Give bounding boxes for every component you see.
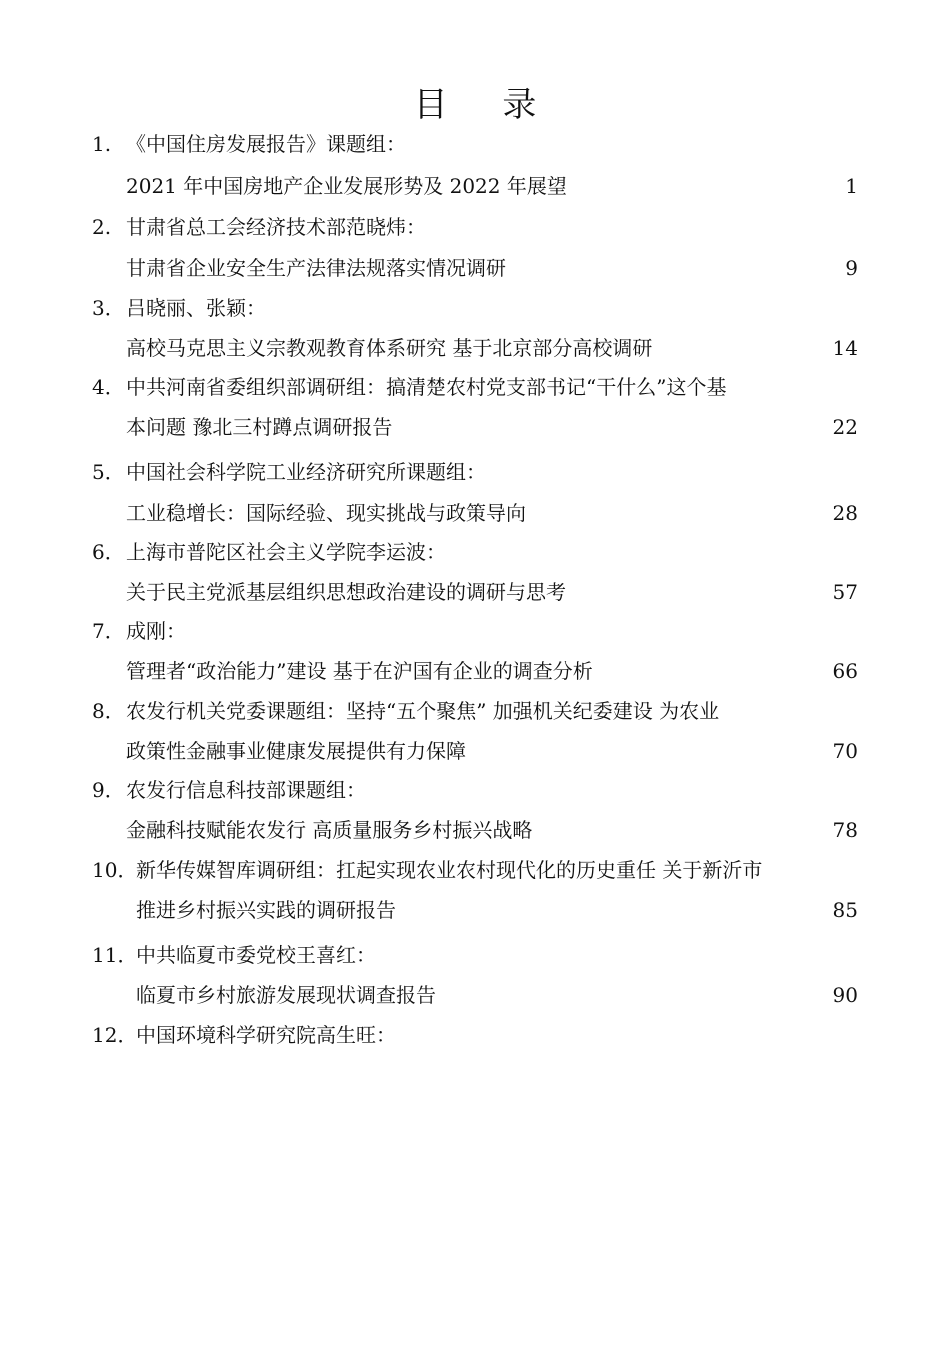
entry-author: 《中国住房发展报告》课题组： bbox=[126, 132, 406, 156]
toc-entry-header[interactable] bbox=[92, 697, 719, 725]
toc-entry-header[interactable] bbox=[92, 941, 376, 969]
toc-page-number: 28 bbox=[832, 501, 858, 525]
toc-entry-title[interactable]: 临夏市乡村旅游发展现状调查报告 bbox=[136, 983, 436, 1007]
entry-number: 12． bbox=[92, 1023, 138, 1047]
toc-entry-title[interactable]: 本问题 豫北三村蹲点调研报告 bbox=[126, 415, 393, 439]
entry-author: 成刚： bbox=[126, 619, 186, 643]
entry-author: 甘肃省总工会经济技术部范晓炜： bbox=[126, 215, 426, 239]
entry-number: 5． bbox=[92, 460, 125, 484]
toc-entry-header[interactable] bbox=[92, 617, 186, 645]
toc-entry-header[interactable] bbox=[92, 130, 406, 158]
entry-author: 中国环境科学研究院高生旺： bbox=[136, 1023, 396, 1047]
toc-entry-header[interactable] bbox=[92, 294, 266, 322]
toc-entry-header[interactable] bbox=[92, 458, 486, 486]
toc-entry-header[interactable] bbox=[92, 538, 446, 566]
toc-entry-header[interactable] bbox=[92, 856, 762, 884]
toc-entry-header[interactable] bbox=[92, 1021, 396, 1049]
entry-author: 中共河南省委组织部调研组：搞清楚农村党支部书记“干什么”这个基 bbox=[126, 375, 727, 399]
toc-page-number: 1 bbox=[845, 174, 858, 198]
entry-author: 中国社会科学院工业经济研究所课题组： bbox=[126, 460, 486, 484]
toc-entry-title[interactable]: 2021 年中国房地产企业发展形势及 2022 年展望 bbox=[126, 174, 567, 198]
toc-page-number: 70 bbox=[832, 739, 858, 763]
entry-number: 7． bbox=[92, 619, 125, 643]
toc-page-number: 85 bbox=[832, 898, 858, 922]
entry-number: 11． bbox=[92, 943, 138, 967]
toc-page-number: 66 bbox=[832, 659, 858, 683]
toc-entry-header[interactable] bbox=[92, 776, 366, 804]
toc-entry-title[interactable]: 管理者“政治能力”建设 基于在沪国有企业的调查分析 bbox=[126, 659, 593, 683]
toc-entry-title[interactable]: 甘肃省企业安全生产法律法规落实情况调研 bbox=[126, 256, 506, 280]
entry-number: 3． bbox=[92, 296, 125, 320]
toc-page-number: 9 bbox=[845, 256, 858, 280]
entry-number: 4． bbox=[92, 375, 125, 399]
entry-number: 8． bbox=[92, 699, 125, 723]
toc-entry-title[interactable]: 高校马克思主义宗教观教育体系研究 基于北京部分高校调研 bbox=[126, 336, 653, 360]
entry-number: 1. bbox=[92, 132, 112, 156]
toc-entry-header[interactable] bbox=[92, 373, 726, 401]
entry-author: 农发行信息科技部课题组： bbox=[126, 778, 366, 802]
toc-entry-title[interactable]: 金融科技赋能农发行 高质量服务乡村振兴战略 bbox=[126, 818, 533, 842]
toc-page-number: 14 bbox=[832, 336, 858, 360]
toc-page-number: 22 bbox=[832, 415, 858, 439]
toc-entry-title[interactable]: 工业稳增长：国际经验、现实挑战与政策导向 bbox=[126, 501, 526, 525]
toc-entry-title[interactable]: 政策性金融事业健康发展提供有力保障 bbox=[126, 739, 466, 763]
toc-entry-title[interactable]: 关于民主党派基层组织思想政治建设的调研与思考 bbox=[126, 580, 566, 604]
entry-author: 中共临夏市委党校王喜红： bbox=[136, 943, 376, 967]
toc-page-number: 57 bbox=[832, 580, 858, 604]
toc-page-number: 78 bbox=[832, 818, 858, 842]
entry-number: 2. bbox=[92, 215, 112, 239]
entry-number: 6． bbox=[92, 540, 125, 564]
entry-author: 吕晓丽、张颖： bbox=[126, 296, 266, 320]
entry-number: 10． bbox=[92, 858, 138, 882]
toc-title: 目 录 bbox=[413, 85, 559, 125]
entry-author: 上海市普陀区社会主义学院李运波： bbox=[126, 540, 446, 564]
toc-entry-header[interactable] bbox=[92, 213, 426, 241]
entry-number: 9． bbox=[92, 778, 125, 802]
toc-page-number: 90 bbox=[832, 983, 858, 1007]
entry-author: 新华传媒智库调研组：扛起实现农业农村现代化的历史重任 关于新沂市 bbox=[136, 858, 763, 882]
entry-author: 农发行机关党委课题组：坚持“五个聚焦” 加强机关纪委建设 为农业 bbox=[126, 699, 720, 723]
toc-entry-title[interactable]: 推进乡村振兴实践的调研报告 bbox=[136, 898, 396, 922]
